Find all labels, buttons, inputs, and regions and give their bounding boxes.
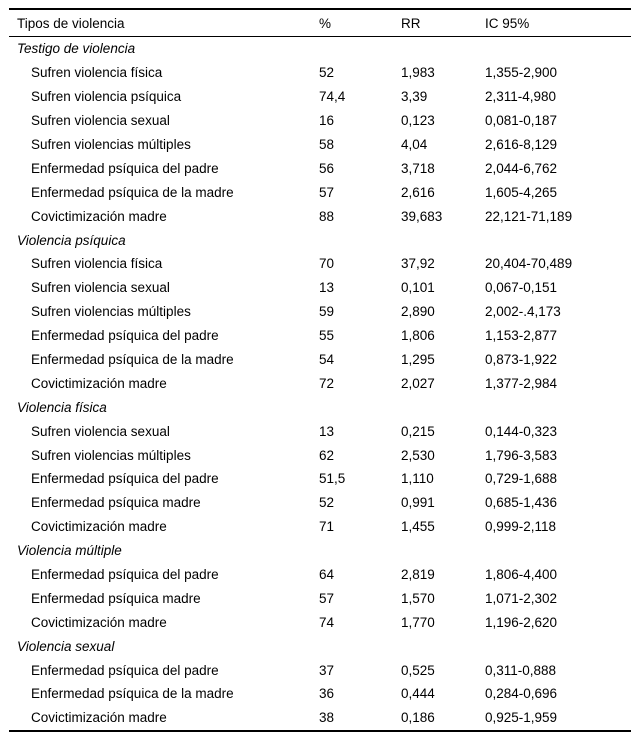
section-title: Testigo de violencia <box>17 41 136 57</box>
percent-value: 37 <box>319 662 335 678</box>
ic95-value: 1,196-2,620 <box>485 614 558 630</box>
ic95-value: 2,002-.4,173 <box>485 304 561 320</box>
rr-value: 1,983 <box>401 65 435 81</box>
row-label: Covictimización madre <box>31 519 167 535</box>
ic95-value: 0,311-0,888 <box>485 662 557 678</box>
row-label: Sufren violencia psíquica <box>31 89 182 105</box>
rr-value: 1,295 <box>401 352 435 368</box>
ic95-value: 0,284-0,696 <box>485 686 558 702</box>
row-label: Sufren violencia física <box>31 65 163 81</box>
table-row <box>9 109 631 133</box>
table-row <box>9 515 631 539</box>
table-row <box>9 204 631 228</box>
table-row <box>9 133 631 157</box>
rr-value: 1,570 <box>401 590 435 606</box>
percent-value: 36 <box>319 686 335 702</box>
percent-value: 88 <box>319 208 335 224</box>
ic95-value: 20,404-70,489 <box>485 256 573 272</box>
row-label: Enfermedad psíquica de la madre <box>31 686 234 702</box>
percent-value: 64 <box>319 567 335 583</box>
ic95-value: 0,925-1,959 <box>485 710 558 726</box>
rr-value: 39,683 <box>401 208 443 224</box>
percent-value: 56 <box>319 160 335 176</box>
rr-value: 1,110 <box>401 471 434 487</box>
rr-value: 2,027 <box>401 375 435 391</box>
rr-value: 3,39 <box>401 89 428 105</box>
ic95-value: 0,999-2,118 <box>485 519 557 535</box>
rr-value: 0,525 <box>401 662 435 678</box>
table-row <box>9 180 631 204</box>
rr-value: 37,92 <box>401 256 435 272</box>
ic95-value: 22,121-71,189 <box>485 208 573 224</box>
table-row <box>9 443 631 467</box>
section-title: Violencia física <box>17 399 107 415</box>
row-label: Sufren violencia sexual <box>31 280 170 296</box>
section-title: Violencia sexual <box>17 638 115 654</box>
row-label: Enfermedad psíquica del padre <box>31 662 219 678</box>
percent-value: 74,4 <box>319 89 346 105</box>
percent-value: 62 <box>319 447 335 463</box>
percent-value: 72 <box>319 375 335 391</box>
percent-value: 71 <box>319 519 335 535</box>
table-row <box>9 419 631 443</box>
ic95-value: 2,044-6,762 <box>485 160 558 176</box>
row-label: Enfermedad psíquica de la madre <box>31 184 234 200</box>
percent-value: 58 <box>319 137 335 152</box>
percent-value: 70 <box>319 256 335 272</box>
table-row <box>9 586 631 610</box>
table-row <box>9 467 631 491</box>
percent-value: 57 <box>319 590 335 606</box>
rr-value: 0,991 <box>401 495 435 511</box>
section-header-row <box>9 539 631 563</box>
column-header-percent: % <box>317 9 399 37</box>
ic95-value: 1,377-2,984 <box>485 375 558 391</box>
section-header-row <box>9 395 631 419</box>
percent-value: 54 <box>319 352 335 368</box>
rr-value: 3,718 <box>401 160 435 176</box>
violence-types-table <box>9 8 631 732</box>
ic95-value: 1,796-3,583 <box>485 447 558 463</box>
row-label: Enfermedad psíquica de la madre <box>31 352 234 368</box>
row-label: Enfermedad psíquica del padre <box>31 328 219 344</box>
rr-value: 1,806 <box>401 328 435 344</box>
ic95-value: 2,616-8,129 <box>485 137 558 152</box>
row-label: Enfermedad psíquica madre <box>31 590 201 606</box>
percent-value: 74 <box>319 614 335 630</box>
table-row <box>9 300 631 324</box>
table-row <box>9 371 631 395</box>
table-row <box>9 324 631 348</box>
header-row <box>9 9 631 37</box>
percent-value: 52 <box>319 65 335 81</box>
row-label: Enfermedad psíquica madre <box>31 495 201 511</box>
rr-value: 4,04 <box>401 137 428 152</box>
row-label: Covictimización madre <box>31 710 167 726</box>
column-header-rr: RR <box>399 9 483 37</box>
rr-value: 0,444 <box>401 686 435 702</box>
ic95-value: 0,685-1,436 <box>485 495 558 511</box>
section-title: Violencia múltiple <box>17 543 122 559</box>
section-header-row <box>9 37 631 61</box>
section-title: Violencia psíquica <box>17 232 126 248</box>
row-label: Sufren violencia sexual <box>31 113 170 129</box>
row-label: Sufren violencia física <box>31 256 163 272</box>
section-header-row <box>9 228 631 252</box>
row-label: Enfermedad psíquica del padre <box>31 471 219 487</box>
rr-value: 2,616 <box>401 184 435 200</box>
rr-value: 1,455 <box>401 519 435 535</box>
table-row <box>9 563 631 587</box>
percent-value: 51,5 <box>319 471 346 487</box>
rr-value: 2,819 <box>401 567 435 583</box>
table-row <box>9 610 631 634</box>
table-body <box>9 37 631 731</box>
percent-value: 16 <box>319 113 335 129</box>
row-label: Sufren violencias múltiples <box>31 304 191 320</box>
table-row <box>9 682 631 706</box>
rr-value: 0,215 <box>401 423 435 439</box>
percent-value: 57 <box>319 184 335 200</box>
percent-value: 59 <box>319 304 335 320</box>
ic95-value: 1,355-2,900 <box>485 65 558 81</box>
ic95-value: 1,153-2,877 <box>485 328 558 344</box>
rr-value: 2,890 <box>401 304 435 320</box>
column-header-tipos-de-violencia: Tipos de violencia <box>9 9 317 37</box>
table-row <box>9 276 631 300</box>
row-label: Enfermedad psíquica del padre <box>31 567 219 583</box>
row-label: Sufren violencias múltiples <box>31 137 191 152</box>
row-label: Covictimización madre <box>31 375 167 391</box>
ic95-value: 0,873-1,922 <box>485 352 558 368</box>
ic95-value: 0,067-0,151 <box>485 280 558 296</box>
row-label: Sufren violencias múltiples <box>31 447 191 463</box>
row-label: Sufren violencia sexual <box>31 423 170 439</box>
ic95-value: 0,144-0,323 <box>485 423 558 439</box>
rr-value: 0,186 <box>401 710 435 726</box>
percent-value: 13 <box>319 423 335 439</box>
table-row <box>9 252 631 276</box>
ic95-value: 0,081-0,187 <box>485 113 558 129</box>
section-header-row <box>9 634 631 658</box>
percent-value: 38 <box>319 710 335 726</box>
rr-value: 1,770 <box>401 614 435 630</box>
row-label: Covictimización madre <box>31 208 167 224</box>
ic95-value: 2,311-4,980 <box>485 89 557 105</box>
row-label: Enfermedad psíquica del padre <box>31 160 219 176</box>
table-row <box>9 61 631 85</box>
table-row <box>9 85 631 109</box>
rr-value: 0,101 <box>401 280 435 296</box>
table-row <box>9 491 631 515</box>
table-row <box>9 658 631 682</box>
table-row <box>9 156 631 180</box>
ic95-value: 0,729-1,688 <box>485 471 558 487</box>
column-header-ic95: IC 95% <box>483 9 631 37</box>
rr-value: 0,123 <box>401 113 435 129</box>
rr-value: 2,530 <box>401 447 435 463</box>
table-row <box>9 706 631 731</box>
ic95-value: 1,806-4,400 <box>485 567 558 583</box>
table-row <box>9 348 631 372</box>
row-label: Covictimización madre <box>31 614 167 630</box>
ic95-value: 1,605-4,265 <box>485 184 558 200</box>
percent-value: 13 <box>319 280 335 296</box>
percent-value: 52 <box>319 495 335 511</box>
ic95-value: 1,071-2,302 <box>485 590 558 606</box>
percent-value: 55 <box>319 328 335 344</box>
